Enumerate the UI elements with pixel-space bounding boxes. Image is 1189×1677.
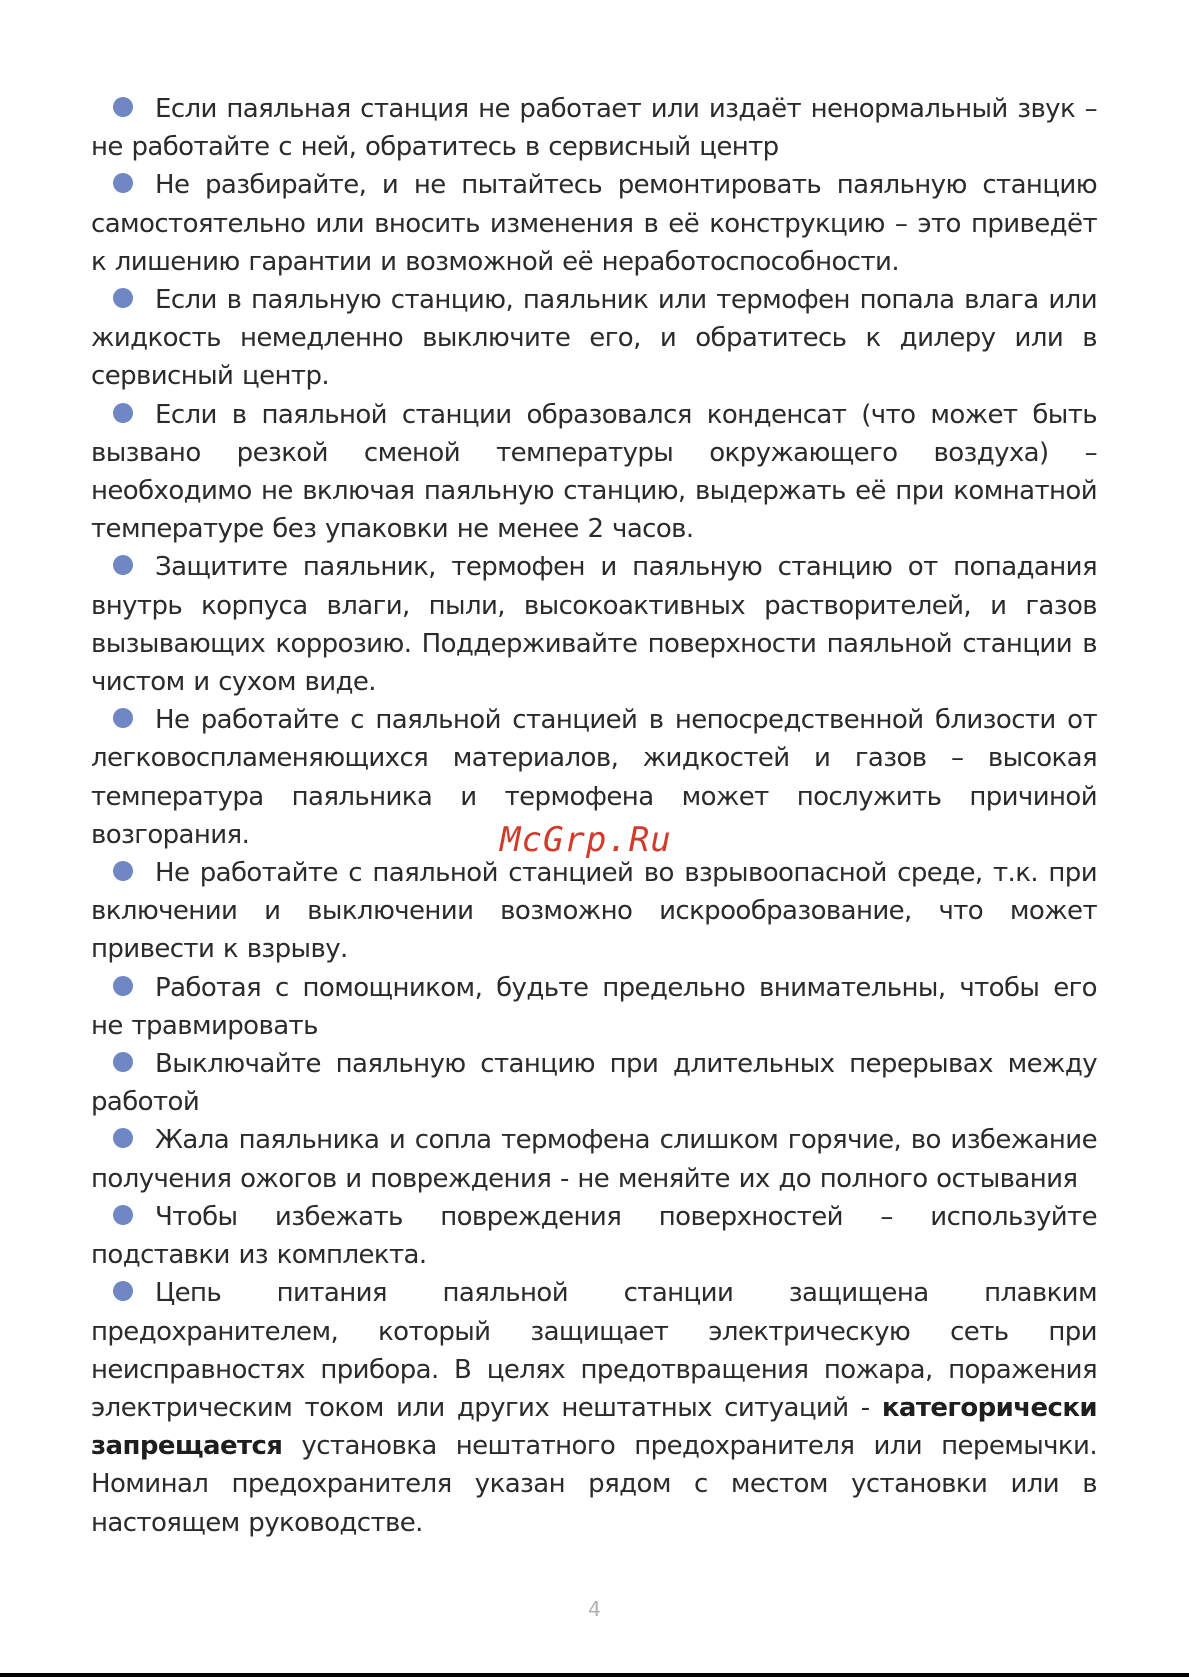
- bullet-icon: [113, 173, 133, 193]
- instruction-text: Чтобы избежать повреждения поверхностей – используйте подставки из комплекта.: [91, 1201, 1097, 1271]
- instruction-text: Не работайте с паяльной станцией в непосредственной близости от легковоспламеняющихся материалов, жидкостей и газов – высокая температура паяльника и термофена может послужить причиной возгорания.: [91, 705, 1097, 850]
- instruction-text: Если в паяльной станции образовался конденсат (что может быть вызвано резкой сменой температуры окружающего воздуха) – необходимо не включая паяльную станцию, выдержать её при комнатной температуре без упаковки не менее 2 часов.: [91, 399, 1097, 545]
- bottom-rule: [0, 1673, 1189, 1677]
- instruction-text: Не работайте с паяльной станцией во взрывоопасной среде, т.к. при включении и выключении возможно искрообразование, что может привести к взрыву.: [91, 858, 1097, 965]
- instruction-item: [91, 854, 1097, 969]
- instruction-item: [91, 1198, 1097, 1274]
- instruction-text: Жала паяльника и сопла термофена слишком горячие, во избежание получения ожогов и повреждения - не меняйте их до полного остывания: [91, 1125, 1097, 1194]
- instruction-text: установка нештатного предохранителя или перемычки. Номинал предохранителя указан рядом с местом установки или в настоящем руководстве.: [91, 1431, 1097, 1538]
- bullet-icon: [113, 403, 133, 423]
- bullet-icon: [113, 708, 133, 728]
- bullet-icon: [113, 861, 133, 881]
- instruction-item: [91, 548, 1097, 701]
- instruction-item: [91, 166, 1097, 281]
- instruction-text: Защитите паяльник, термофен и паяльную станцию от попадания внутрь корпуса влаги, пыли, высокоактивных растворителей, и газов вызывающих коррозию. Поддерживайте поверхности паяльной станции в чистом и сухом виде.: [91, 552, 1097, 698]
- instruction-item-fuse: [91, 1274, 1097, 1541]
- instruction-text: Выключайте паяльную станцию при длительных перерывах между работой: [91, 1049, 1097, 1118]
- bullet-icon: [113, 555, 133, 575]
- page-number: 4: [588, 1597, 601, 1621]
- watermark: McGrp.Ru: [500, 820, 672, 860]
- instruction-item: [91, 396, 1097, 549]
- bullet-icon: [113, 1052, 133, 1072]
- instruction-item: [91, 1121, 1097, 1197]
- prohibition-emphasis: категорически запрещается: [91, 1392, 1097, 1462]
- instruction-text: Работая с помощником, будьте предельно внимательны, чтобы его не травмировать: [91, 972, 1097, 1041]
- instruction-item: [91, 969, 1097, 1045]
- bullet-icon: [113, 1128, 133, 1148]
- instruction-text: Не разбирайте, и не пытайтесь ремонтировать паяльную станцию самостоятельно или вносить изменения в её конструкцию – это приведёт к лишению гарантии и возможной её неработоспособности.: [91, 170, 1097, 277]
- instruction-text: Цепь питания паяльной станции защищена плавким предохранителем, который защищает электрическую сеть при неисправностях прибора. В целях предотвращения пожара, поражения электрическим током или других нештатных ситуаций -: [91, 1278, 1097, 1423]
- instruction-text: Если в паяльную станцию, паяльник или термофен попала влага или жидкость немедленно выключите его, и обратитесь к дилеру или в сервисный центр.: [91, 285, 1097, 392]
- instruction-text: Если паяльная станция не работает или издаёт ненормальный звук – не работайте с ней, обратитесь в сервисный центр: [91, 94, 1097, 163]
- bullet-icon: [113, 1281, 133, 1301]
- bullet-icon: [113, 1205, 133, 1225]
- instruction-item: [91, 90, 1097, 166]
- instruction-item: [91, 1045, 1097, 1121]
- bullet-icon: [113, 97, 133, 117]
- instruction-item: [91, 281, 1097, 396]
- safety-instructions: [91, 90, 1097, 1542]
- bullet-icon: [113, 288, 133, 308]
- bullet-icon: [113, 976, 133, 996]
